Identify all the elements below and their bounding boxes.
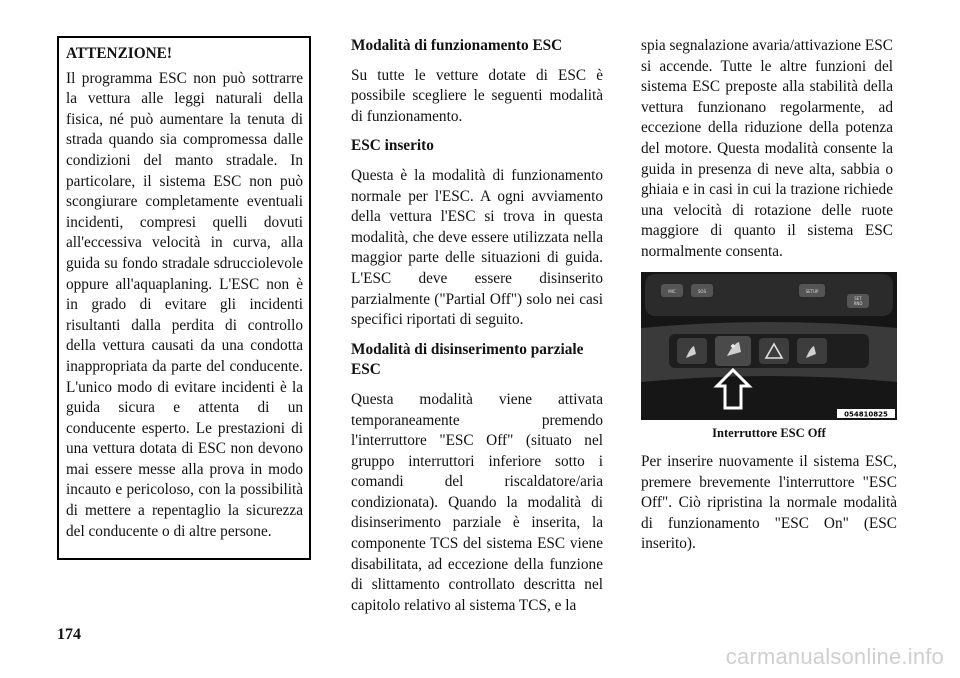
button-label-sos: SOS: [697, 289, 707, 294]
button-label-rnd: RND: [853, 301, 863, 306]
hazard-button: [759, 338, 789, 364]
watermark: carmanualsonline.info: [725, 644, 944, 669]
image-code: 054810825: [844, 410, 888, 419]
svg-text:⬥: ⬥: [730, 342, 736, 350]
heading-esc-on: ESC inserito: [351, 137, 434, 155]
warning-title: ATTENZIONE!: [66, 45, 172, 62]
middle-column: [351, 36, 603, 616]
button-label-mic: MIC: [668, 289, 676, 294]
paragraph-esc-on: Questa è la modalità di funzionamento normale per l'ESC. A ogni avviamento della vettura l'ESC si trova in questa modalità, che deve essere utilizzata nella maggior parte delle situazioni di guida. L'ESC deve essere disinserito parzialmente ("Partial Off") solo nei casi specifici riportati di seguito.: [351, 166, 603, 329]
paragraph-modes: Su tutte le vetture dotate di ESC è possibile scegliere le seguenti modalità di funzionamento.: [351, 66, 603, 125]
button-label-setup: SETUP: [805, 289, 819, 294]
page-number: 174: [57, 626, 81, 643]
paragraph-reactivate: Per inserire nuovamente il sistema ESC, premere brevemente l'interruttore "ESC Off". Ciò ripristina la normale modalità di funzionamento "ESC On" (ESC inserito).: [641, 453, 897, 553]
right-column: [641, 36, 893, 263]
heading-partial-off: Modalità di disinserimento parziale ESC: [351, 340, 584, 379]
warning-text: Il programma ESC non può sottrarre la vettura alle leggi naturali della fisica, né può aumentare la tenuta di strada quando sia compromessa dalle condizioni del manto stradale. In particolare, il sistema ESC non può scongiurare completamente eventuali incidenti, compresi quelli dovuti all'eccessiva velocità in curva, alla guida su fondo stradale sdrucciolevole oppure all'aquaplaning. L'ESC non è in grado di evitare gli incidenti risultanti dalla perdita di controllo della vettura causati da una condotta inappropriata da parte del conducente. L'unico modo di evitare incidenti è la guida sicura e attenta di un conducente esperto. Le prestazioni di una vettura dotata di ESC non devono mai essere messe alla prova in modo incauto e pericoloso, con la possibilità di mettere a repentaglio la sicurezza del conducente o di altre persone.: [66, 69, 303, 540]
button-label-set: SET: [854, 296, 862, 301]
warning-box: [57, 36, 311, 560]
right-column-bottom: [641, 452, 897, 555]
esc-switch-photo: [641, 272, 897, 420]
heading-modes: Modalità di funzionamento ESC: [351, 37, 563, 54]
paragraph-continuation: spia segnalazione avaria/attivazione ESC si accende. Tutte le altre funzioni del sistema ESC preposte alla stabilità della vettura funzionano regolarmente, ad eccezione della riduzione della potenza del motore. Questa modalità consente la guida in presenza di neve alta, sabbia o ghiaia e in casi in cui la trazione richiede una velocità di rotazione delle ruote maggiore di quanto il sistema ESC normalmente consenta.: [641, 37, 893, 260]
image-caption: Interruttore ESC Off: [712, 426, 826, 440]
paragraph-partial-off: Questa modalità viene attivata temporaneamente premendo l'interruttore "ESC Off" (situato nel gruppo interruttori inferiore sotto i comandi del riscaldatore/aria condizionata). Quando la modalità di disinserimento parziale è inserita, la componente TCS del sistema ESC viene disabilitata, ad eccezione della funzione di slittamento controllato descritta nel capitolo relativo al sistema TCS, e la: [351, 390, 603, 614]
